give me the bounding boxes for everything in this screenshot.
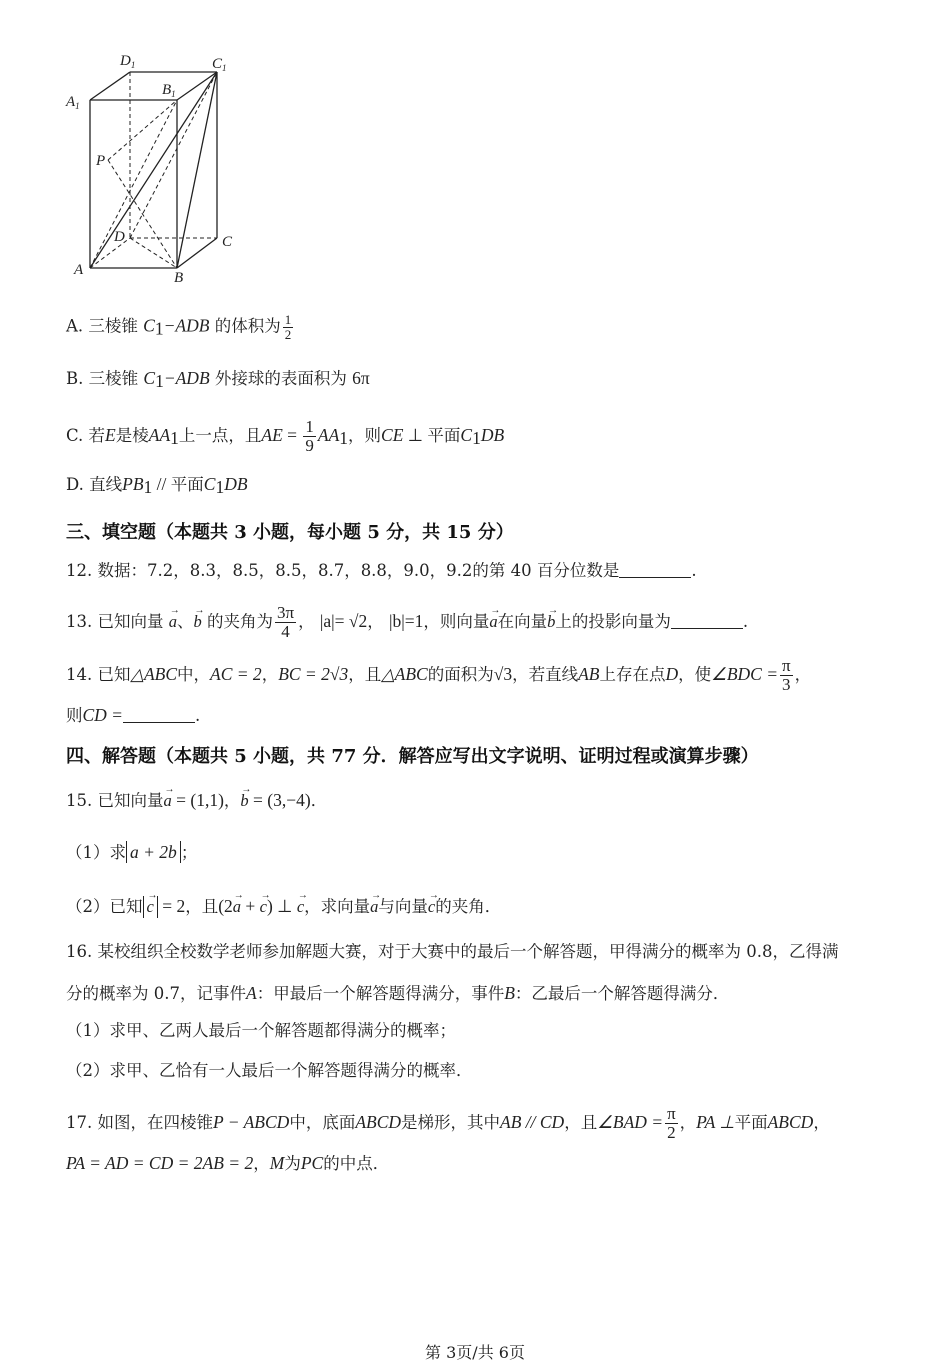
prism-figure xyxy=(62,48,252,288)
label-A1: $A_1$ xyxy=(66,94,80,111)
question-17: 17. 如图，在四棱锥P − ABCD中，底面ABCD是梯形，其中AB // CD，且∠BAD = $\frac{\pi}{2}$ ，PA ⊥平面ABCD， xyxy=(66,1104,830,1142)
question-13: 13. 已知向量 → a、→ b 的夹角为 $\frac{3\pi}{4}$ ， |a|= √2， |b|=1，则向量→ a在向量→ b上的投影向量为 . xyxy=(66,604,748,641)
option-d: D. 直线$PB_1$ // 平面$C_1DB$ xyxy=(66,474,248,497)
question-16: 16. 某校组织全校数学老师参加解题大赛，对于大赛中的最后一个解答题，甲得满分的概率为 0.8，乙得满 xyxy=(66,942,839,961)
question-16-part-1: （1）求甲、乙两人最后一个解答题都得满分的概率； xyxy=(66,1021,456,1040)
page-footer: 第 3页/共 6页 xyxy=(425,1343,525,1362)
option-a: A. 三棱锥 $C_1-ADB$ 的体积为 $\frac{1}{2}$ xyxy=(66,312,292,342)
question-12: 12. 数据：7.2，8.3，8.5，8.5，8.7，8.8，9.0，9.2的第 40 百分位数是 . xyxy=(66,561,697,580)
fraction-one-ninth: $\frac{1}{9}$ xyxy=(305,417,314,455)
question-15-part-1: （1）求 a + 2b ； xyxy=(66,842,198,862)
fraction-pi-3: $\frac{\pi}{3}$ xyxy=(782,656,791,694)
label-D1: $D_1$ xyxy=(120,53,136,70)
fraction-pi-2: $\frac{\pi}{2}$ xyxy=(667,1104,676,1142)
fraction-3pi-4: $\frac{3\pi}{4}$ xyxy=(277,603,295,641)
section-3-title: 三、填空题（本题共 3 小题，每小题 5 分，共 15 分） xyxy=(66,522,514,543)
question-14-line-2: 则CD = . xyxy=(66,705,201,725)
question-16-line-2: 分的概率为 0.7，记事件A：甲最后一个解答题得满分，事件B：乙最后一个解答题得满分． xyxy=(66,983,730,1003)
option-c: C. 若E是棱$AA_1$上一点，且AE = $\frac{1}{9}$ $AA_1$，则CE ⊥ 平面$C_1DB$ xyxy=(66,417,505,455)
label-P: P xyxy=(96,153,106,169)
question-16-part-2: （2）求甲、乙恰有一人最后一个解答题得满分的概率． xyxy=(66,1061,473,1080)
answer-blank xyxy=(671,612,743,629)
label-C: C xyxy=(222,234,233,250)
question-14: 14. 已知△ABC中，AC = 2，BC = 2√3，且△ABC的面积为√3，若直线AB上存在点D，使∠BDC = $\frac{\pi}{3}$ ， xyxy=(66,656,812,694)
option-b: B. 三棱锥 $C_1-ADB$ 外接球的表面积为 6π xyxy=(66,368,370,391)
question-15: 15. 已知向量→ a = (1,1)，→ b = (3,−4)． xyxy=(66,789,327,812)
label-C1: $C_1$ xyxy=(212,56,227,73)
answer-blank xyxy=(619,561,691,578)
label-A: A xyxy=(74,262,84,278)
section-4-title: 四、解答题（本题共 5 小题，共 77 分．解答应写出文字说明、证明过程或演算步骤） xyxy=(66,746,759,767)
label-D: D xyxy=(114,229,125,245)
answer-blank xyxy=(123,706,195,723)
question-17-line-2: PA = AD = CD = 2AB = 2，M为PC的中点． xyxy=(66,1153,390,1173)
fraction-one-half: $\frac{1}{2}$ xyxy=(284,312,292,342)
question-15-part-2: （2）已知→ c = 2，且(2→ a + → c) ⊥ → c，求向量→ a与向量→ c的夹角． xyxy=(66,895,501,918)
label-B1: $B_1$ xyxy=(162,82,176,99)
label-B: B xyxy=(174,270,184,286)
